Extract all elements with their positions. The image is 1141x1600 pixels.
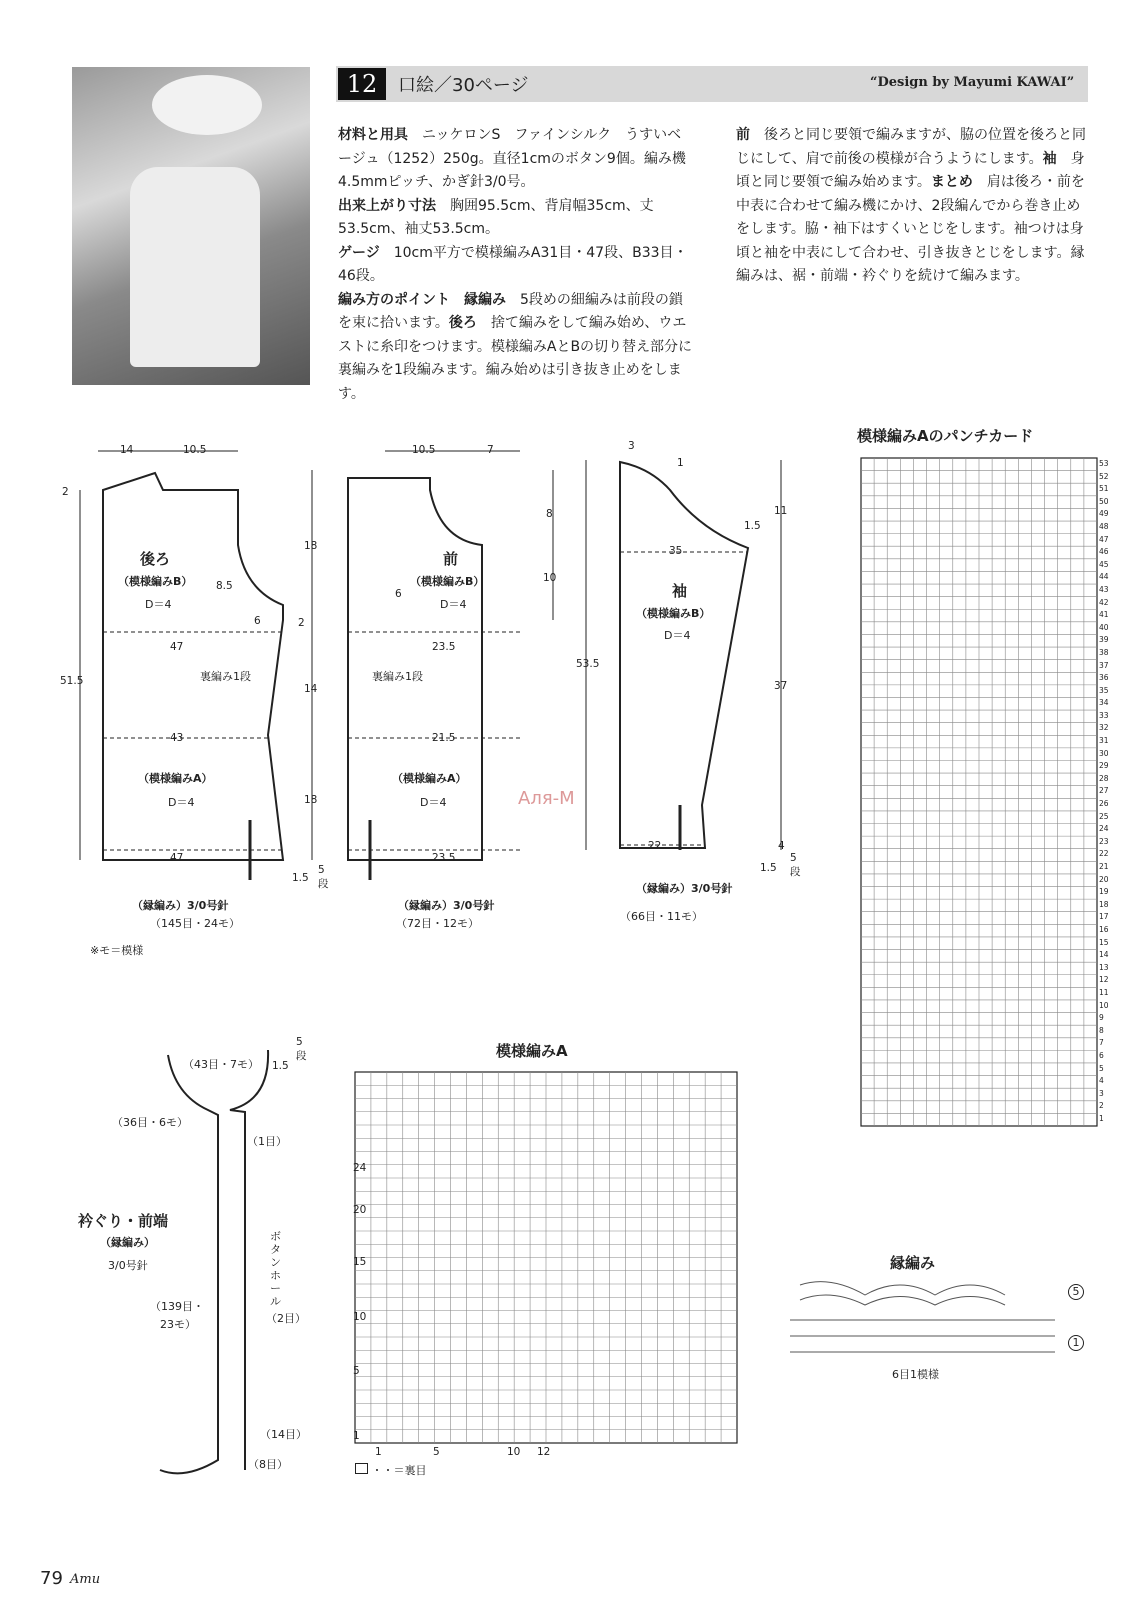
- punch-row-label: 28: [1099, 773, 1109, 783]
- front-title: 前: [443, 550, 459, 568]
- collar-count-139: （139目・: [150, 1300, 204, 1313]
- sleeve-edge: （縁編み）3/0号針: [636, 882, 733, 895]
- back-6: 6: [254, 615, 261, 627]
- back-h2: 2: [298, 617, 305, 629]
- punch-row-label: 25: [1099, 811, 1109, 821]
- watermark: Аля-М: [518, 788, 575, 809]
- magazine-name: Amu: [70, 1572, 101, 1587]
- front-d1: D＝4: [440, 598, 467, 611]
- designer-credit: “Design by Mayumi KAWAI”: [870, 75, 1075, 90]
- back-armhole: 8.5: [216, 580, 233, 592]
- pattern-a-col-5: 5: [433, 1446, 440, 1458]
- back-h15: 1.5: [292, 872, 309, 884]
- punch-row-label: 13: [1099, 962, 1109, 972]
- collar-sub: （縁編み）: [100, 1236, 155, 1249]
- front-h10: 10: [543, 572, 557, 584]
- sleeve-width-22: 22: [648, 840, 662, 852]
- punch-row-label: 37: [1099, 660, 1109, 670]
- punch-row-label: 32: [1099, 723, 1109, 733]
- punch-row-label: 11: [1099, 987, 1109, 997]
- punch-row-label: 7: [1099, 1038, 1104, 1048]
- back-h18b: 18: [304, 794, 318, 806]
- back-reverse-row: 裏編み1段: [200, 670, 251, 683]
- back-pattern-b: （模様編みB）: [118, 575, 193, 588]
- collar-title: 衿ぐり・前端: [78, 1212, 169, 1230]
- materials-heading: 材料と用具: [338, 127, 408, 143]
- edge-text: 5段めの細編みは前段の鎖を束に拾います。: [338, 291, 683, 331]
- materials-text: ニッケロンS ファインシルク うすいベージュ（1252）250g。直径1cmのボタン9個。編み機4.5mmピッチ、かぎ針3/0号。: [338, 127, 686, 190]
- collar-needle: 3/0号針: [108, 1259, 148, 1272]
- back-count: （145目・24モ）: [150, 917, 240, 930]
- sleeve-pattern-b: （模様編みB）: [636, 607, 711, 620]
- punch-row-label: 31: [1099, 736, 1109, 746]
- sleeve-h4: 4: [778, 840, 785, 852]
- sleeve-title: 袖: [672, 582, 688, 600]
- legend-text: ・・＝裏目: [371, 1464, 427, 1477]
- punch-row-label: 52: [1099, 471, 1109, 481]
- punch-row-label: 43: [1099, 584, 1109, 594]
- punch-row-label: 48: [1099, 521, 1109, 531]
- buttonhole-label: ボタンホール: [270, 1230, 281, 1308]
- pattern-a-col-10: 10: [507, 1446, 521, 1458]
- collar-count-43: （43目・7モ）: [183, 1058, 259, 1071]
- punch-row-label: 26: [1099, 799, 1109, 809]
- punch-row-label: 20: [1099, 874, 1109, 884]
- pattern-a-col-12: 12: [537, 1446, 551, 1458]
- collar-14th: （14目）: [260, 1428, 307, 1441]
- edging-title: 縁編み: [890, 1254, 936, 1272]
- legend-box-icon: [355, 1463, 368, 1474]
- front-count: （72目・12モ）: [396, 917, 479, 930]
- pattern-a-col-1: 1: [375, 1446, 382, 1458]
- back-top-105: 10.5: [183, 444, 207, 456]
- gauge-heading: ゲージ: [338, 244, 380, 261]
- collar-8th: （8目）: [248, 1458, 288, 1471]
- sleeve-h15: 1.5: [760, 862, 777, 874]
- back-title: 後ろ: [140, 550, 171, 568]
- back-total: 51.5: [60, 675, 84, 687]
- punch-row-label: 40: [1099, 622, 1109, 632]
- punch-row-label: 44: [1099, 572, 1109, 582]
- pattern-a-legend: [355, 1462, 427, 1478]
- size-heading: 出来上がり寸法: [338, 197, 436, 214]
- punch-row-label: 14: [1099, 950, 1109, 960]
- punch-row-label: 24: [1099, 824, 1109, 834]
- front-pattern-b: （模様編みB）: [410, 575, 485, 588]
- buttonhole-count: （2目）: [266, 1312, 306, 1325]
- front-top-105: 10.5: [412, 444, 436, 456]
- size-text: 胸囲95.5cm、背肩幅35cm、丈53.5cm、袖丈53.5cm。: [338, 197, 654, 237]
- punch-row-label: 8: [1099, 1025, 1104, 1035]
- front-heading: 前: [736, 127, 750, 143]
- punch-row-label: 29: [1099, 761, 1109, 771]
- edging-chart: [790, 1282, 1055, 1352]
- collar-rows5: 5段: [296, 1036, 307, 1062]
- sleeve-heading: 袖: [1042, 150, 1057, 167]
- back-h18a: 18: [304, 540, 318, 552]
- back-width-47a: 47: [170, 641, 184, 653]
- pattern-a-row-10: 10: [353, 1311, 367, 1323]
- punch-row-label: 4: [1099, 1076, 1104, 1086]
- sleeve-cap-1: 1: [677, 457, 684, 469]
- front-d2: D＝4: [420, 796, 447, 809]
- back-neck-2: 2: [62, 486, 69, 498]
- sleeve-h37: 37: [774, 680, 788, 692]
- punch-row-label: 5: [1099, 1063, 1104, 1073]
- back-width-47b: 47: [170, 852, 184, 864]
- punch-row-label: 51: [1099, 484, 1109, 494]
- points-heading: 編み方のポイント: [338, 291, 450, 308]
- back-top-14: 14: [120, 444, 134, 456]
- punch-row-label: 35: [1099, 685, 1109, 695]
- front-width-215: 21.5: [432, 732, 456, 744]
- front-reverse-row: 裏編み1段: [372, 670, 423, 683]
- pattern-a-row-15: 15: [353, 1256, 367, 1268]
- back-width-43: 43: [170, 732, 184, 744]
- front-top-7: 7: [487, 444, 494, 456]
- collar-1st: （1目）: [247, 1135, 287, 1148]
- front-pattern-a: （模様編みA）: [392, 772, 467, 785]
- edging-row-5: 5: [1068, 1284, 1084, 1300]
- note-mo: ※モ＝模様: [90, 944, 144, 957]
- front-edge: （縁編み）3/0号針: [398, 899, 495, 912]
- front-width-235a: 23.5: [432, 641, 456, 653]
- punch-row-label: 6: [1099, 1050, 1104, 1060]
- collar-count-36: （36目・6モ）: [112, 1116, 188, 1129]
- punch-row-label: 36: [1099, 673, 1109, 683]
- punch-row-label: 30: [1099, 748, 1109, 758]
- back-text: 捨て編みをして編み始め、ウエストに糸印をつけます。模様編みAとBの切り替え部分に裏編みを1段編みます。編み始めは引き抜き止めをします。: [338, 315, 693, 402]
- sleeve-d: D＝4: [664, 629, 691, 642]
- punch-row-label: 21: [1099, 862, 1109, 871]
- punch-card-title: 模様編みAのパンチカード: [857, 427, 1034, 445]
- sleeve-total: 53.5: [576, 658, 600, 670]
- sleeve-cap-3: 3: [628, 440, 635, 452]
- pattern-a-row-1: 1: [353, 1430, 360, 1442]
- punch-row-label: 1: [1099, 1113, 1104, 1123]
- sleeve-outline: [620, 462, 748, 848]
- punch-row-label: 34: [1099, 698, 1109, 708]
- punch-row-label: 27: [1099, 786, 1109, 796]
- punch-row-label: 2: [1099, 1101, 1104, 1111]
- punch-row-label: 15: [1099, 937, 1109, 947]
- punch-row-label: 22: [1099, 849, 1109, 859]
- punch-row-label: 47: [1099, 534, 1109, 544]
- punch-row-label: 49: [1099, 509, 1109, 519]
- edging-repeat: 6目1模様: [892, 1368, 939, 1381]
- punch-row-label: 53: [1099, 459, 1109, 468]
- back-d2: D＝4: [168, 796, 195, 809]
- punch-row-label: 46: [1099, 547, 1109, 557]
- pattern-a-row-20: 20: [353, 1204, 367, 1216]
- sleeve-h11: 11: [774, 505, 788, 517]
- punch-row-label: 50: [1099, 496, 1109, 506]
- front-neck-6: 6: [395, 588, 402, 600]
- punch-row-label: 18: [1099, 899, 1109, 909]
- pattern-number: 12: [338, 68, 386, 100]
- pattern-a-row-24: 24: [353, 1162, 367, 1174]
- page-number: 79: [40, 1568, 63, 1589]
- page-reference: 口絵／30ページ: [398, 75, 529, 96]
- finish-heading: まとめ: [930, 174, 973, 190]
- edging-row-1: 1: [1068, 1335, 1084, 1351]
- punch-row-label: 12: [1099, 975, 1109, 985]
- back-edge: （縁編み）3/0号針: [132, 899, 229, 912]
- collar-15: 1.5: [272, 1060, 289, 1072]
- back-heading: 後ろ: [448, 315, 477, 331]
- sleeve-rows5: 5段: [790, 852, 801, 878]
- sleeve-width-35: 35: [669, 545, 683, 557]
- punch-row-label: 10: [1099, 1000, 1109, 1010]
- edge-heading: 縁編み: [464, 291, 506, 308]
- punch-row-label: 17: [1099, 912, 1109, 922]
- front-h8: 8: [546, 508, 553, 520]
- back-pattern-a: （模様編みA）: [138, 772, 213, 785]
- pattern-a-row-5: 5: [353, 1365, 360, 1377]
- punch-card-grid: [861, 458, 1097, 1126]
- pattern-a-grid: [355, 1072, 737, 1443]
- pattern-a-title: 模様編みA: [496, 1042, 568, 1060]
- punch-row-label: 33: [1099, 710, 1109, 720]
- punch-row-numbers: [1099, 458, 1113, 1125]
- collar-inner: [230, 1050, 268, 1470]
- sleeve-text: 身頃と同じ要領で編み始めます。: [736, 150, 1085, 190]
- punch-row-label: 9: [1099, 1013, 1104, 1023]
- back-rows5: 5段: [318, 864, 329, 890]
- gauge-text: 10cm平方で模様編みA31目・47段、B33目・46段。: [338, 244, 688, 284]
- punch-row-label: 3: [1099, 1088, 1104, 1098]
- finish-text: 肩は後ろ・前を中表に合わせて編み機にかけ、2段編んでから巻き止めをします。脇・袖下はすくいとじをします。袖つけは身頃と袖を中表にして合わせ、引き抜きとじをします。縁編みは、裾・前端・衿ぐりを続けて編みます。: [736, 174, 1085, 284]
- punch-row-label: 42: [1099, 597, 1109, 607]
- punch-row-label: 39: [1099, 635, 1109, 645]
- front-text: 後ろと同じ要領で編みますが、脇の位置を後ろと同じにして、肩で前後の模様が合うようにします。: [736, 127, 1086, 167]
- punch-row-label: 45: [1099, 559, 1109, 569]
- punch-row-label: 23: [1099, 836, 1109, 846]
- collar-count-23: 23モ）: [160, 1318, 196, 1331]
- sleeve-cap-15: 1.5: [744, 520, 761, 532]
- punch-row-label: 16: [1099, 924, 1109, 934]
- back-h14: 14: [304, 683, 318, 695]
- back-d1: D＝4: [145, 598, 172, 611]
- punch-row-label: 38: [1099, 647, 1109, 657]
- punch-row-label: 41: [1099, 610, 1109, 620]
- front-width-235b: 23.5: [432, 852, 456, 864]
- punch-row-label: 19: [1099, 887, 1109, 897]
- sleeve-count: （66目・11モ）: [620, 910, 703, 923]
